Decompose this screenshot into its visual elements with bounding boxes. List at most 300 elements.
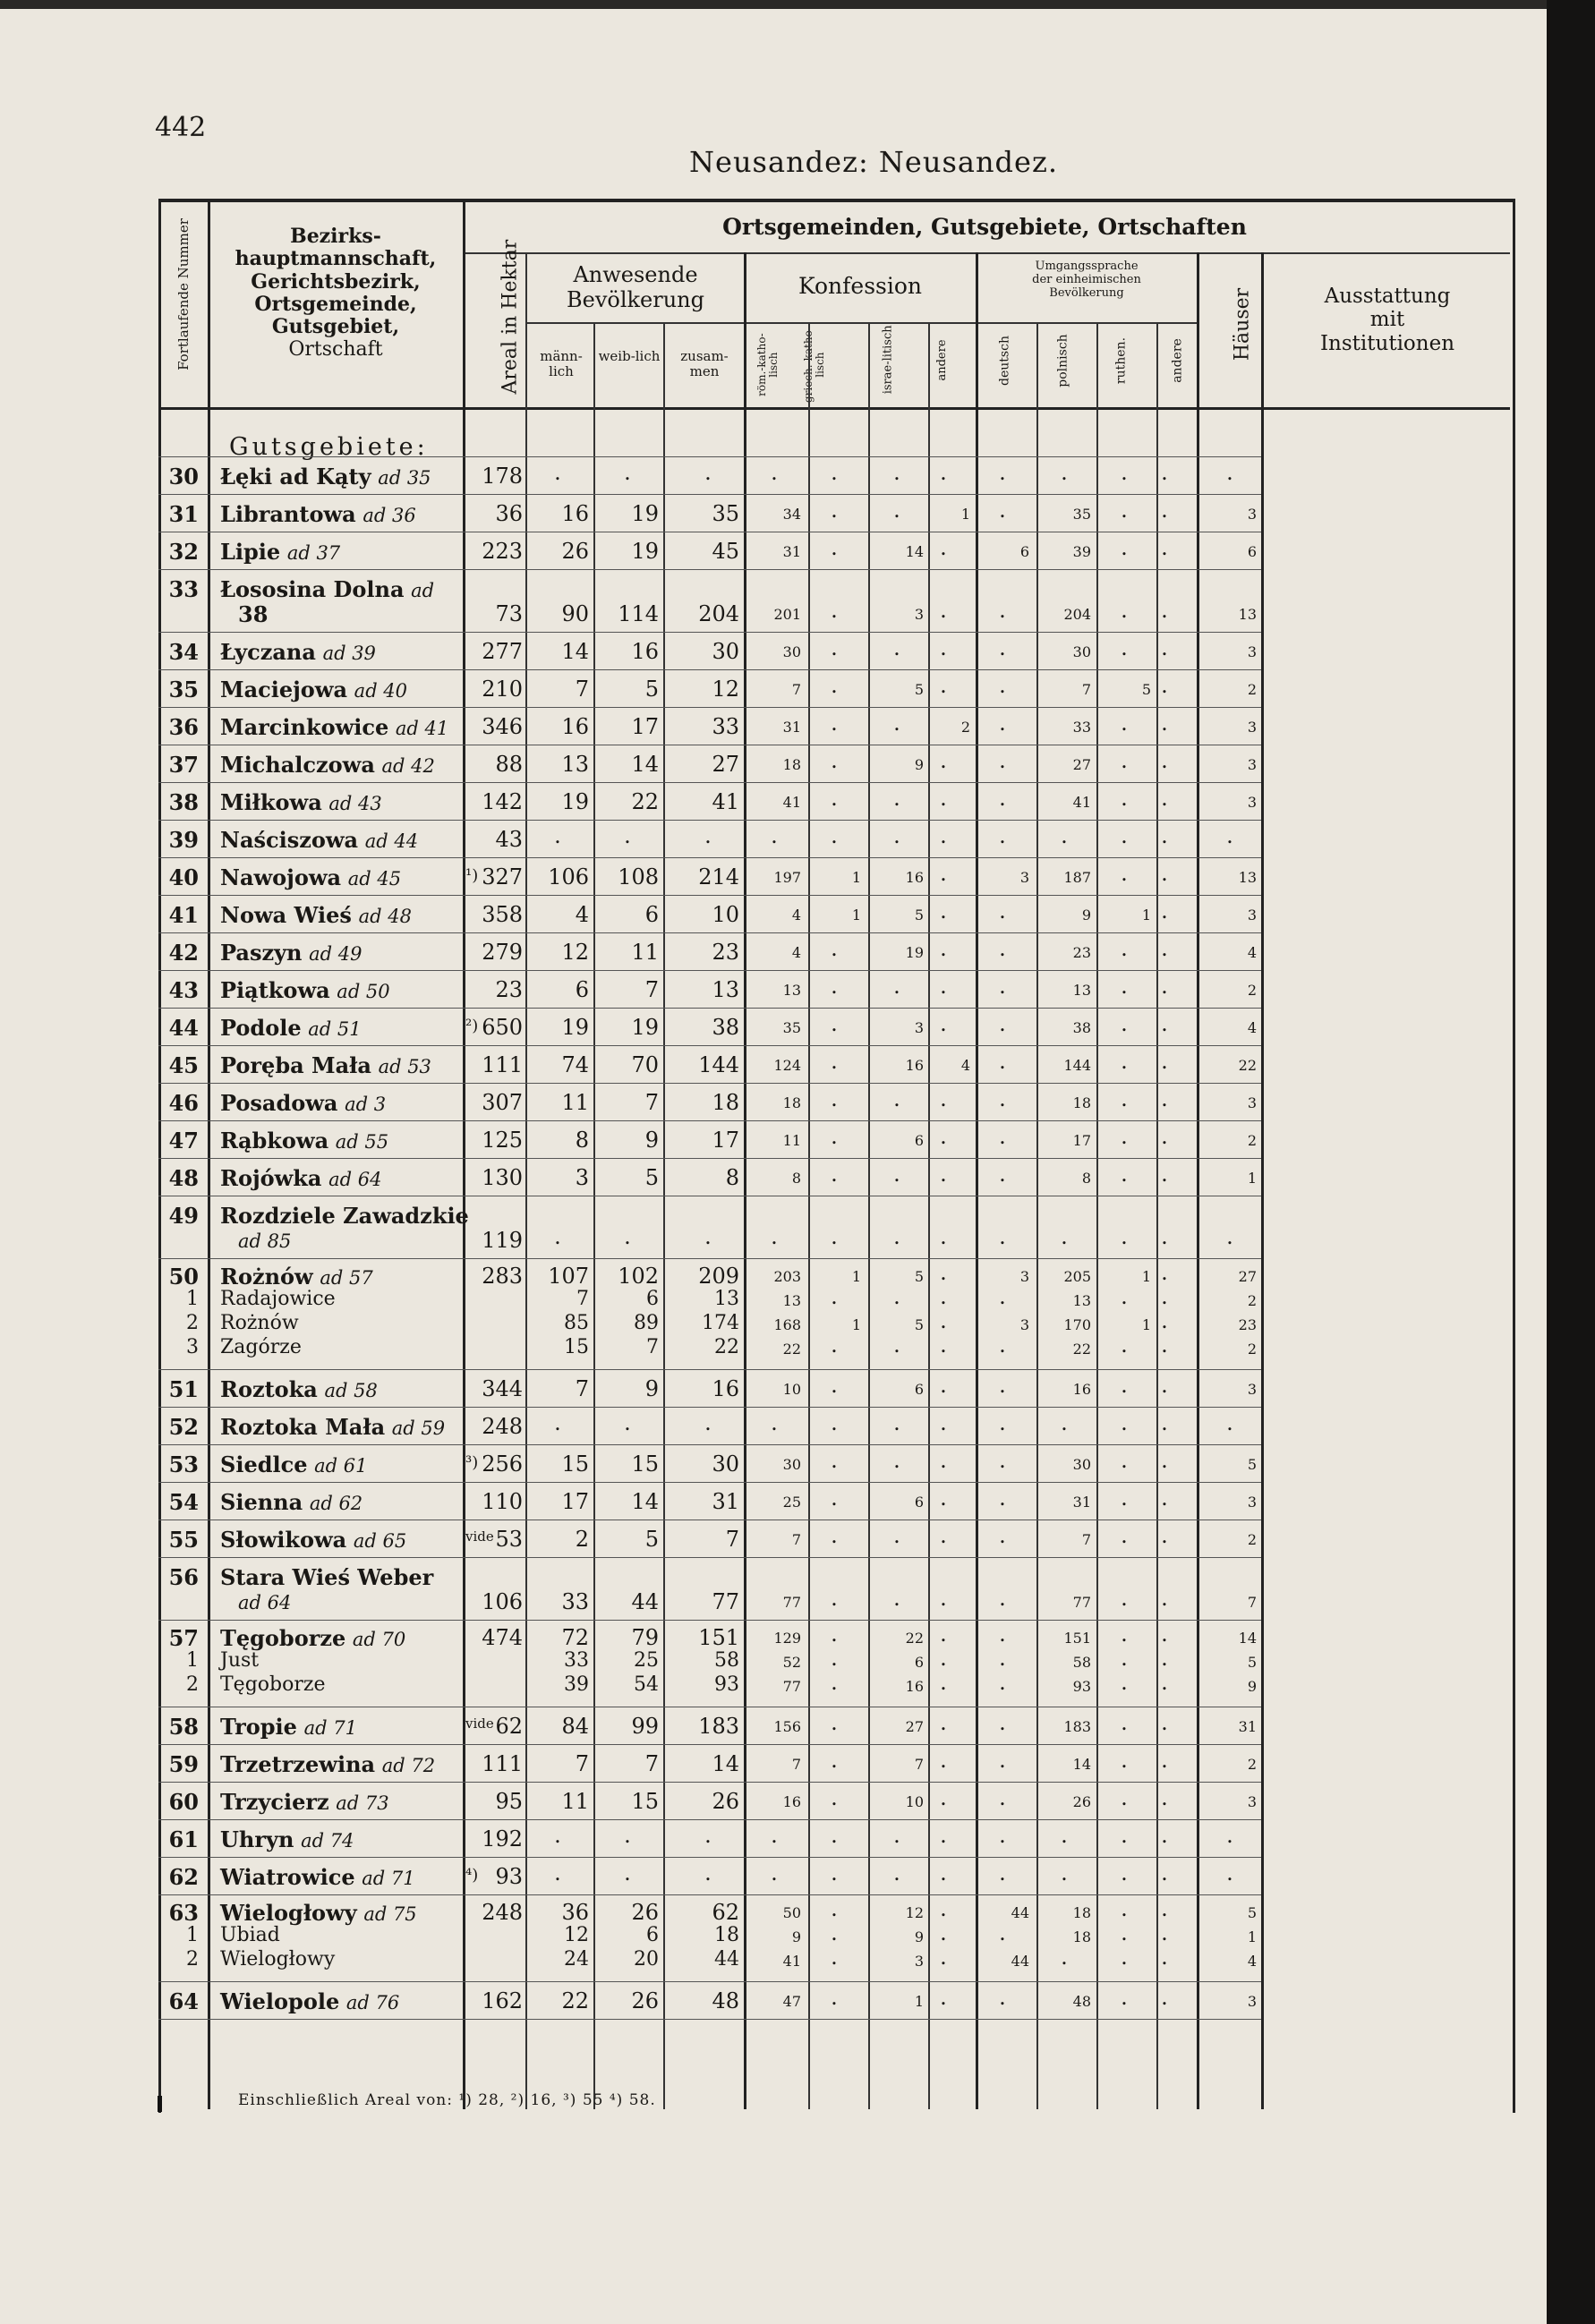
cross-reference: ad 3 [345, 1094, 387, 1115]
cell-isr: 16 [905, 869, 924, 886]
row-index: 62 [168, 1864, 199, 1890]
cell-ru: 1 [1141, 907, 1151, 924]
cell-area-note: ¹) [465, 866, 479, 885]
cell-rk: 77 [782, 1594, 801, 1611]
cell-pl: 18 [1072, 1094, 1091, 1111]
cell-isr: . [893, 498, 900, 523]
cell-de: 44 [1011, 1904, 1029, 1921]
row-separator [158, 1158, 1261, 1159]
cell-ru: 5 [1141, 681, 1151, 698]
cross-reference: ad 65 [353, 1530, 407, 1552]
cell-isr: . [893, 635, 900, 660]
cell-m: 7 [575, 677, 589, 702]
cell-oc: . [940, 1823, 947, 1848]
header-institutions-line: mit [1369, 308, 1405, 332]
cell-gk: . [831, 1823, 838, 1848]
cell-gk: . [831, 1373, 838, 1398]
cross-reference: ad [411, 580, 435, 601]
cell-gk: . [831, 1785, 838, 1810]
cell-ol: . [1161, 1860, 1168, 1886]
row-index: 3 [186, 1336, 199, 1358]
cell-de: 44 [1011, 1953, 1029, 1970]
cell-h: . [1226, 1410, 1233, 1435]
row-name [220, 1165, 382, 1191]
cell-ol: . [1161, 1410, 1168, 1435]
row-separator [158, 970, 1261, 971]
row-name: Just [220, 1649, 260, 1672]
cell-h: 31 [1238, 1718, 1257, 1735]
cell-pl: 151 [1063, 1630, 1091, 1647]
cell-rk: 77 [782, 1678, 801, 1695]
cell-ol: . [1161, 898, 1168, 924]
cell-h: 3 [1247, 643, 1257, 660]
place-name: Tropie [220, 1714, 297, 1740]
cell-de: . [999, 748, 1006, 773]
cell-t: . [704, 1224, 712, 1249]
place-name: Lipie [220, 539, 281, 565]
row-name [220, 789, 382, 815]
cell-area-note: ²) [465, 1017, 479, 1035]
row-index: 56 [168, 1564, 199, 1590]
cell-f: . [624, 823, 631, 848]
cell-pl: 187 [1063, 869, 1091, 886]
row-separator [158, 1444, 1261, 1445]
cell-de: . [999, 498, 1006, 523]
row-separator [158, 494, 1261, 495]
header-institutions [1271, 285, 1504, 355]
cell-pl: 7 [1081, 1531, 1091, 1548]
header-district-line: Ortsgemeinde, [254, 292, 417, 316]
row-name [220, 1128, 388, 1153]
cell-rk: 50 [782, 1904, 801, 1921]
cell-rk: 168 [773, 1316, 801, 1333]
cell-h: . [1226, 1224, 1233, 1249]
row-name [220, 1625, 405, 1651]
row-name [220, 639, 376, 665]
place-name: Podole [220, 1015, 302, 1041]
cell-area: 110 [482, 1489, 523, 1514]
cell-isr: 16 [905, 1057, 924, 1074]
cell-isr: . [893, 1284, 900, 1309]
header-running-number: Fortlaufende Nummer [175, 218, 192, 370]
cell-de: . [999, 1748, 1006, 1773]
cell-ru: . [1121, 1523, 1128, 1548]
row-name [220, 1264, 373, 1290]
cell-area: 650 [482, 1015, 523, 1040]
cell-oc: . [940, 1896, 947, 1921]
place-name: Wielopole [220, 1988, 340, 2014]
cell-h: 3 [1247, 1094, 1257, 1111]
cell-h: 3 [1247, 1381, 1257, 1398]
row-index: 54 [168, 1489, 199, 1515]
cell-m: 4 [575, 902, 589, 927]
cell-m: 72 [561, 1625, 589, 1650]
cell-gk: . [831, 460, 838, 485]
cell-m: 7 [576, 1288, 589, 1310]
cell-m: 107 [548, 1264, 589, 1289]
cell-oc: . [940, 535, 947, 560]
cell-rk: 41 [782, 794, 801, 811]
cell-pl: . [1061, 460, 1068, 485]
cell-h: 5 [1247, 1456, 1257, 1473]
cell-oc: . [940, 1710, 947, 1735]
cell-gk: . [831, 1646, 838, 1671]
cell-pl: 13 [1072, 982, 1091, 999]
cell-de: . [999, 1332, 1006, 1358]
row-separator [158, 932, 1261, 933]
cell-ol: . [1161, 1985, 1168, 2010]
cell-gk: . [831, 748, 838, 773]
cell-oc: . [940, 1920, 947, 1945]
cell-f: 14 [631, 1489, 659, 1514]
row-index: 52 [168, 1414, 199, 1440]
row-name [220, 714, 448, 740]
cell-pl: 8 [1081, 1170, 1091, 1187]
cell-gk: . [831, 786, 838, 811]
cell-oc: . [940, 1448, 947, 1473]
cell-f: 7 [644, 977, 659, 1002]
cell-h: 2 [1247, 1132, 1257, 1149]
cell-oc: . [940, 974, 947, 999]
row-name [220, 827, 418, 853]
header-male: männ-lich [540, 348, 583, 380]
cell-m: 11 [561, 1090, 589, 1115]
cell-h: 14 [1238, 1630, 1257, 1647]
cross-reference: ad 57 [320, 1267, 373, 1289]
cell-ru: . [1121, 1985, 1128, 2010]
cell-h: . [1226, 460, 1233, 485]
cell-gk: . [831, 1670, 838, 1695]
cell-gk: . [831, 1523, 838, 1548]
cell-ol: . [1161, 748, 1168, 773]
row-name [220, 1052, 431, 1078]
row-separator [158, 820, 1261, 821]
cell-gk: . [831, 1748, 838, 1773]
row-index: 55 [168, 1527, 199, 1553]
cell-f: 16 [631, 639, 659, 664]
header-houses: Häuser [1231, 287, 1254, 362]
cross-reference: ad 43 [328, 793, 382, 814]
cell-f: 26 [631, 1900, 659, 1925]
cell-t: . [704, 823, 712, 848]
column-rule [208, 202, 210, 2109]
row-separator [158, 1857, 1261, 1858]
cell-ru: . [1121, 1896, 1128, 1921]
cell-gk: . [831, 1224, 838, 1249]
cell-ol: . [1161, 1332, 1168, 1358]
cell-gk: . [831, 535, 838, 560]
row-name [220, 1414, 445, 1440]
cell-ru: . [1121, 1485, 1128, 1511]
cell-f: 26 [631, 1988, 659, 2013]
cell-gk: . [831, 1896, 838, 1921]
cell-m: 16 [561, 501, 589, 526]
row-index: 36 [168, 714, 199, 740]
cell-f: 25 [634, 1649, 659, 1672]
cell-pl: 183 [1063, 1718, 1091, 1735]
cell-rk: 203 [773, 1268, 801, 1285]
cell-ol: . [1161, 1284, 1168, 1309]
cell-pl: 39 [1072, 543, 1091, 560]
header-group-title: Ortsgemeinden, Gutsgebiete, Ortschaften [722, 214, 1247, 240]
row-name: Tęgoborze [220, 1673, 326, 1696]
cell-ol: . [1161, 936, 1168, 961]
row-name-continued [238, 1589, 291, 1614]
row-name [220, 677, 407, 702]
cell-gk: . [831, 598, 838, 623]
cell-ru: . [1121, 1011, 1128, 1036]
cell-area-note: ³) [465, 1453, 479, 1472]
cell-ru: . [1121, 711, 1128, 736]
cell-ru: . [1121, 1224, 1128, 1249]
cell-m: 6 [575, 977, 589, 1002]
cell-pl: 48 [1072, 1993, 1091, 2010]
cell-de: . [999, 823, 1006, 848]
cell-oc: . [940, 673, 947, 698]
cell-gk: . [831, 673, 838, 698]
place-name: Roztoka [220, 1376, 318, 1402]
row-name [220, 1451, 368, 1477]
cell-f: 7 [644, 1090, 659, 1115]
row-separator [158, 2019, 1261, 2020]
cell-pl: . [1061, 1860, 1068, 1886]
cell-t: 30 [712, 639, 739, 664]
cell-gk: . [831, 1086, 838, 1111]
cell-area-note: ⁴) [465, 1866, 479, 1885]
row-index: 31 [168, 501, 199, 527]
place-name: Michalczowa [220, 752, 375, 778]
cell-area: 223 [482, 539, 523, 564]
row-separator [158, 1258, 1261, 1259]
cell-de: . [999, 598, 1006, 623]
cell-de: . [999, 1162, 1006, 1187]
cell-isr: 14 [905, 543, 924, 560]
row-index: 50 [168, 1264, 199, 1290]
cell-oc: 2 [960, 719, 970, 736]
cell-de: . [999, 635, 1006, 660]
header-israelite: israe-litisch [881, 325, 895, 395]
place-name: Naściszowa [220, 827, 359, 853]
cell-ru: . [1121, 535, 1128, 560]
cell-area: 36 [495, 501, 523, 526]
cell-ol: . [1161, 1124, 1168, 1149]
cell-oc: . [940, 898, 947, 924]
cell-h: 3 [1247, 719, 1257, 736]
cell-ru: . [1121, 1785, 1128, 1810]
place-name: 38 [238, 601, 269, 627]
row-index: 2 [186, 1673, 199, 1696]
cell-t: 13 [714, 1288, 739, 1310]
cell-ol: . [1161, 498, 1168, 523]
place-name: Miłkowa [220, 789, 322, 815]
row-name [220, 902, 412, 928]
cell-ol: . [1161, 861, 1168, 886]
cell-ol: . [1161, 673, 1168, 698]
cell-h: . [1226, 823, 1233, 848]
cell-rk: 156 [773, 1718, 801, 1735]
cell-f: 108 [618, 864, 659, 890]
cell-rk: 16 [782, 1793, 801, 1810]
cell-de: 3 [1019, 1316, 1029, 1333]
cell-t: 62 [712, 1900, 739, 1925]
row-name: Zagórze [220, 1336, 302, 1358]
cell-m: 16 [561, 714, 589, 739]
cell-h: 3 [1247, 794, 1257, 811]
cell-ru: . [1121, 1373, 1128, 1398]
place-name: Trzetrzewina [220, 1751, 376, 1777]
row-index: 51 [168, 1376, 199, 1402]
cross-reference: ad 73 [336, 1792, 389, 1814]
place-name: Roztoka Mała [220, 1414, 386, 1440]
cell-f: 9 [644, 1376, 659, 1401]
cell-pl: 144 [1063, 1057, 1091, 1074]
cell-de: . [999, 1011, 1006, 1036]
cell-ol: . [1161, 1622, 1168, 1647]
cell-isr: 10 [905, 1793, 924, 1810]
place-name: Rozdziele Zawadzkie [220, 1203, 469, 1229]
cell-pl: 204 [1063, 606, 1091, 623]
cell-t: . [704, 1410, 712, 1435]
cell-de: . [999, 1785, 1006, 1810]
cross-reference: ad 51 [308, 1018, 362, 1040]
cell-f: 19 [631, 1015, 659, 1040]
cell-area: 53 [495, 1527, 523, 1552]
cell-h: 2 [1247, 1756, 1257, 1773]
cell-ol: . [1161, 974, 1168, 999]
cell-oc: . [940, 823, 947, 848]
cell-f: . [624, 1860, 631, 1886]
row-index: 60 [168, 1789, 199, 1815]
cell-ol: . [1161, 535, 1168, 560]
column-rule [1261, 252, 1264, 2109]
cell-area-note: vide [465, 1715, 494, 1732]
row-separator [158, 669, 1261, 670]
cell-rk: 7 [791, 1756, 801, 1773]
cell-gk: . [831, 498, 838, 523]
cell-h: 6 [1247, 543, 1257, 560]
cell-t: 144 [698, 1052, 739, 1077]
row-index: 42 [168, 940, 199, 966]
cell-t: 38 [712, 1015, 739, 1040]
row-name-continued [238, 601, 268, 627]
row-separator [158, 1744, 1261, 1745]
cell-area: 307 [482, 1090, 523, 1115]
cell-area: 111 [482, 1052, 523, 1077]
cell-f: 7 [646, 1336, 659, 1358]
cell-ol: . [1161, 1049, 1168, 1074]
cell-area: 95 [495, 1789, 523, 1814]
cell-ol: . [1161, 1670, 1168, 1695]
cell-pl: . [1061, 1823, 1068, 1848]
cell-isr: 12 [905, 1904, 924, 1921]
cell-rk: 124 [773, 1057, 801, 1074]
row-name [220, 1090, 386, 1116]
cell-f: . [624, 1823, 631, 1848]
cell-t: 151 [698, 1625, 739, 1650]
cell-m: 12 [561, 940, 589, 965]
cell-ru: . [1121, 1284, 1128, 1309]
cell-isr: . [893, 1523, 900, 1548]
cell-area: 346 [482, 714, 523, 739]
cell-m: 13 [561, 752, 589, 777]
row-separator [158, 1981, 1261, 1982]
cell-oc: . [940, 1086, 947, 1111]
cell-isr: . [893, 974, 900, 999]
cell-oc: . [940, 1622, 947, 1647]
cell-ru: . [1121, 598, 1128, 623]
cell-h: 2 [1247, 681, 1257, 698]
cross-reference: ad 58 [324, 1380, 378, 1401]
cell-ru: . [1121, 1586, 1128, 1611]
cell-pl: . [1061, 1410, 1068, 1435]
cell-m: 7 [575, 1376, 589, 1401]
cell-h: 3 [1247, 756, 1257, 773]
cell-f: 70 [631, 1052, 659, 1077]
place-name: Librantowa [220, 501, 356, 527]
cell-area-note: vide [465, 1528, 494, 1545]
cell-ol: . [1161, 1586, 1168, 1611]
cell-de: . [999, 786, 1006, 811]
cell-t: . [704, 460, 712, 485]
cell-t: 30 [712, 1451, 739, 1477]
cell-h: 23 [1238, 1316, 1257, 1333]
cell-area: 279 [482, 940, 523, 965]
cell-h: 3 [1247, 506, 1257, 523]
row-index: 32 [168, 539, 199, 565]
cell-rk: 4 [791, 944, 801, 961]
cell-de: . [999, 460, 1006, 485]
row-name [220, 977, 390, 1003]
cell-isr: 7 [914, 1756, 924, 1773]
cell-ol: . [1161, 1646, 1168, 1671]
cell-m: 12 [564, 1924, 589, 1946]
row-index: 43 [168, 977, 199, 1003]
row-index: 1 [186, 1924, 199, 1946]
cell-oc: . [940, 936, 947, 961]
cell-h: 1 [1247, 1928, 1257, 1945]
cell-h: 2 [1247, 1341, 1257, 1358]
cell-ol: . [1161, 711, 1168, 736]
cell-ru: . [1121, 1823, 1128, 1848]
cell-rk: 52 [782, 1654, 801, 1671]
cell-ru: 1 [1141, 1316, 1151, 1333]
cell-gk: 1 [851, 869, 861, 886]
cell-oc: . [940, 1860, 947, 1886]
cell-t: 27 [712, 752, 739, 777]
cell-de: 6 [1019, 543, 1029, 560]
cell-ol: . [1161, 460, 1168, 485]
cell-t: 22 [714, 1336, 739, 1358]
cell-rk: . [771, 823, 778, 848]
row-index: 48 [168, 1165, 199, 1191]
row-separator [158, 1894, 1261, 1895]
cell-t: 12 [712, 677, 739, 702]
cell-t: 48 [712, 1988, 739, 2013]
row-separator [158, 1045, 1261, 1046]
row-name [220, 1864, 415, 1890]
header-institutions-line: Institutionen [1319, 331, 1455, 355]
place-name: Słowikowa [220, 1527, 347, 1553]
row-separator [158, 1407, 1261, 1408]
cell-oc: . [940, 748, 947, 773]
row-index: 53 [168, 1451, 199, 1477]
row-name [220, 1564, 433, 1590]
cell-h: 2 [1247, 982, 1257, 999]
cell-t: 18 [714, 1924, 739, 1946]
cell-pl: 18 [1072, 1928, 1091, 1945]
cell-isr: . [893, 1586, 900, 1611]
cell-f: 5 [644, 677, 659, 702]
